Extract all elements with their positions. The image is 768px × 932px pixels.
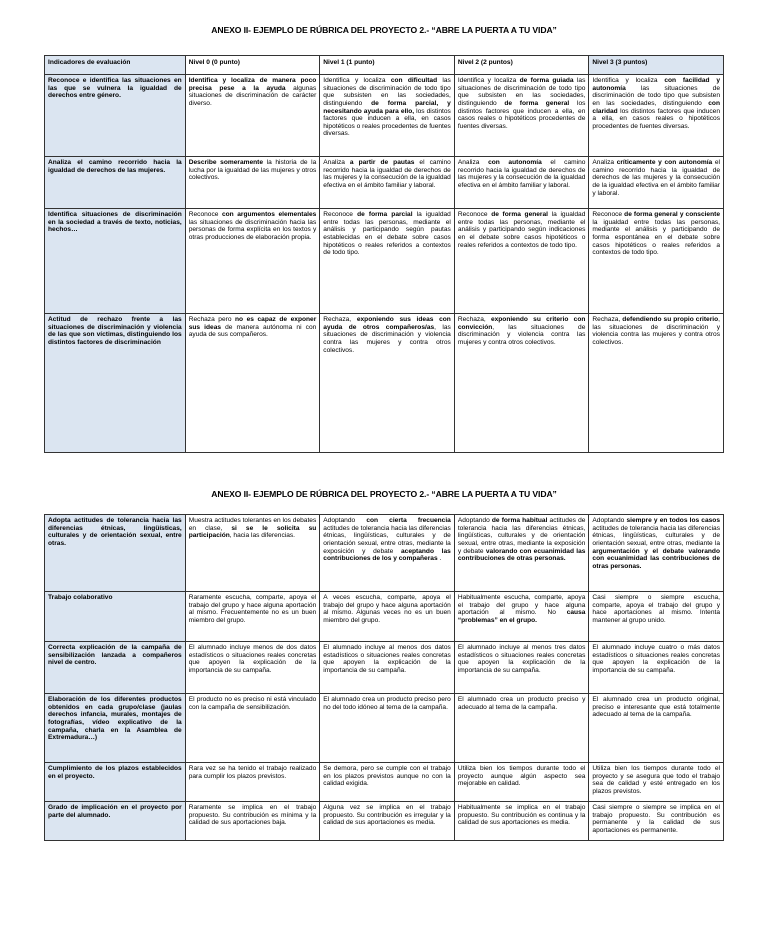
level-1-cell: Adoptando con cierta frecuencia actitudes de tolerancia hacia las diferencias étnicas, lingüísticas, culturales y de orientación sexual, entre otras, mediante la exposición y debate aceptando las contribuciones de los y compañeras . [320, 515, 455, 592]
level-0-cell: Muestra actitudes tolerantes en los debates en clase, si se le solicita su participación, hacia las diferencias. [185, 515, 320, 592]
level-2-cell: Reconoce de forma general la igualdad entre todas las personas, mediante el análisis y participando según indicaciones en el debate sobre casos hipotéticos o reales referidos a contextos de todo tipo. [454, 209, 589, 314]
indicator-cell: Trabajo colaborativo [45, 592, 186, 642]
level-0-cell: Rara vez se ha tenido el trabajo realizado para cumplir los plazos previstos. [185, 763, 320, 802]
level-0-cell: El alumnado incluye menos de dos datos estadísticos o situaciones reales concretas que apoyen la explicación de la importancia de su campaña. [185, 642, 320, 694]
level-1-cell: Identifica y localiza con dificultad las situaciones de discriminación de todo tipo que subsisten en las sociedades, distinguiendo de forma parcial, y necesitando ayuda para ello, los distintos factores que inducen a ella, en casos hipotéticos o reales procedentes de fuentes diversas. [320, 75, 455, 157]
header-nivel-0: Nivel 0 (0 punto) [185, 56, 320, 75]
level-2-cell: El alumnado incluye al menos tres datos estadísticos o situaciones reales concretas que apoyen la explicación de la importancia de su campaña. [454, 642, 589, 694]
level-1-cell: Analiza a partir de pautas el camino recorrido hacia la igualdad de derechos de las mujeres y la consecución de la igualdad efectiva en el ámbito familiar y laboral. [320, 157, 455, 209]
table-row [45, 75, 724, 157]
level-1-cell: Rechaza, exponiendo sus ideas con ayuda de otros compañeros/as, las situaciones de discriminación y violencia contra las mujeres y contra otros colectivos. [320, 314, 455, 453]
header-nivel-3: Nivel 3 (3 puntos) [589, 56, 724, 75]
indicator-cell: Actitud de rechazo frente a las situaciones de discriminación y violencia de las que son víctimas, distinguiendo los distintos factores de discriminación [45, 314, 186, 453]
table-row [45, 314, 724, 453]
level-2-cell: Habitualmente escucha, comparte, apoya el trabajo del grupo y hace alguna aportación al mismo. No causa “problemas” en el grupo. [454, 592, 589, 642]
level-0-cell: Raramente se implica en el trabajo propuesto. Su contribución es mínima y la calidad de sus aportaciones baja. [185, 802, 320, 841]
table-row [45, 209, 724, 314]
level-3-cell: Adoptando siempre y en todos los casos actitudes de tolerancia hacia las diferencias étnicas, lingüísticas, culturales y de orientación sexual, entre otras, mediante la argumentación y el debate valorando con ecuanimidad las contribuciones de otras personas. [589, 515, 724, 592]
level-2-cell: El alumnado crea un producto preciso y adecuado al tema de la campaña. [454, 694, 589, 763]
page-title: ANEXO II- EJEMPLO DE RÚBRICA DEL PROYECTO 2.- “ABRE LA PUERTA A TU VIDA” [211, 489, 557, 499]
level-0-cell: Describe someramente la historia de la lucha por la igualdad de las mujeres y otros colectivos. [185, 157, 320, 209]
indicator-cell: Elaboración de los diferentes productos obtenidos en cada grupo/clase (jaulas derechos infancia, murales, montajes de fotografías, vídeo explicativo de la campaña, charla en la Asamblea de Extremadura…) [45, 694, 186, 763]
indicator-cell: Reconoce e identifica las situaciones en las que se vulnera la igualdad de derechos entre género. [45, 75, 186, 157]
level-3-cell: Rechaza, defendiendo su propio criterio, las situaciones de discriminación y violencia contra las mujeres y contra otros colectivos. [589, 314, 724, 453]
table-row [45, 694, 724, 763]
rubric-table-2 [44, 514, 724, 841]
table-row [45, 515, 724, 592]
level-0-cell: Raramente escucha, comparte, apoya el trabajo del grupo y hace alguna aportación al mismo. Frecuentemente no es un buen miembro del grupo. [185, 592, 320, 642]
indicator-cell: Cumplimiento de los plazos establecidos en el proyecto. [45, 763, 186, 802]
level-1-cell: Reconoce de forma parcial la igualdad entre todas las personas, mediante el análisis y participando según pautas establecidas en el debate sobre casos hipotéticos o reales referidos a contextos de todo tipo. [320, 209, 455, 314]
level-0-cell: Rechaza pero no es capaz de exponer sus ideas de manera autónoma ni con ayuda de sus compañeros. [185, 314, 320, 453]
level-2-cell: Analiza con autonomía el camino recorrido hacia la igualdad de derechos de las mujeres y la consecución de la igualdad efectiva en el ámbito familiar y laboral. [454, 157, 589, 209]
level-1-cell: El alumnado incluye al menos dos datos estadísticos o situaciones reales concretas que apoyen la explicación de la importancia de su campaña. [320, 642, 455, 694]
level-2-cell: Habitualmente se implica en el trabajo propuesto. Su contribución es continua y la calidad de sus aportaciones es media. [454, 802, 589, 841]
table-row [45, 802, 724, 841]
page-title: ANEXO II- EJEMPLO DE RÚBRICA DEL PROYECTO 2.- “ABRE LA PUERTA A TU VIDA” [211, 25, 557, 35]
table-header-row [45, 56, 724, 75]
level-0-cell: Reconoce con argumentos elementales las situaciones de discriminación hacia las personas de forma explícita en los textos y otras producciones de elaboración propia. [185, 209, 320, 314]
header-indicadores: Indicadores de evaluación [45, 56, 186, 75]
level-0-cell: El producto no es preciso ni está vinculado con la campaña de sensibilización. [185, 694, 320, 763]
level-3-cell: Reconoce de forma general y consciente la igualdad entre todas las personas, mediante el análisis y participando de forma espontánea en el debate sobre casos hipotéticos o reales referidos a contextos de todo tipo. [589, 209, 724, 314]
indicator-cell: Identifica situaciones de discriminación en la sociedad a través de texto, noticias, hechos… [45, 209, 186, 314]
level-2-cell: Utiliza bien los tiempos durante todo el proyecto aunque algún aspecto sea mejorable en calidad. [454, 763, 589, 802]
table-row [45, 642, 724, 694]
indicator-cell: Adopta actitudes de tolerancia hacia las diferencias étnicas, lingüísticas, culturales y de orientación sexual, entre otras. [45, 515, 186, 592]
level-0-cell: Identifica y localiza de manera poco precisa pese a la ayuda algunas situaciones de discriminación de carácter diverso. [185, 75, 320, 157]
table-row [45, 157, 724, 209]
level-1-cell: Alguna vez se implica en el trabajo propuesto. Su contribución es irregular y la calidad de sus aportaciones es media. [320, 802, 455, 841]
level-2-cell: Adoptando de forma habitual actitudes de tolerancia hacia las diferencias étnicas, lingüísticas, culturales y de orientación sexual, entre otras, mediante la exposición y debate valorando con ecuanimidad las contribuciones de otras personas. [454, 515, 589, 592]
level-3-cell: El alumnado incluye cuatro o más datos estadísticos o situaciones reales concretas que apoyen la explicación de la importancia de su campaña. [589, 642, 724, 694]
level-2-cell: Rechaza, exponiendo su criterio con convicción, las situaciones de discriminación y violencia contra las mujeres y contra otros colectivos. [454, 314, 589, 453]
header-nivel-1: Nivel 1 (1 punto) [320, 56, 455, 75]
table-row [45, 763, 724, 802]
level-1-cell: A veces escucha, comparte, apoya el trabajo del grupo y hace alguna aportación al mismo. Algunas veces no es un buen miembro del grupo. [320, 592, 455, 642]
level-3-cell: Identifica y localiza con facilidad y autonomía las situaciones de discriminación de todo tipo que subsisten en las sociedades, distinguiendo con claridad los distintos factores que inducen a ella, en casos reales o hipotéticos procedentes de fuentes diversas. [589, 75, 724, 157]
indicator-cell: Correcta explicación de la campaña de sensibilización lanzada a compañeros nivel de centro. [45, 642, 186, 694]
level-3-cell: Casi siempre o siempre se implica en el trabajo propuesto. Su contribución es permanente y la calidad de sus aportaciones es permanente. [589, 802, 724, 841]
level-1-cell: El alumnado crea un producto preciso pero no del todo idóneo al tema de la campaña. [320, 694, 455, 763]
rubric-table-1 [44, 55, 724, 453]
table-row [45, 592, 724, 642]
level-3-cell: Casi siempre o siempre escucha, comparte, apoya el trabajo del grupo y hace aportaciones al mismo. Intenta mantener al grupo unido. [589, 592, 724, 642]
indicator-cell: Grado de implicación en el proyecto por parte del alumnado. [45, 802, 186, 841]
indicator-cell: Analiza el camino recorrido hacia la igualdad de derechos de las mujeres. [45, 157, 186, 209]
level-2-cell: Identifica y localiza de forma guiada las situaciones de discriminación de todo tipo que subsisten en las sociedades, distinguiendo de forma general los distintos factores que inducen a ella, en casos reales o hipotéticos procedentes de fuentes diversas. [454, 75, 589, 157]
level-3-cell: Analiza críticamente y con autonomía el camino recorrido hacia la igualdad de derechos de las mujeres y la consecución de la igualdad efectiva en el ámbito familiar y laboral. [589, 157, 724, 209]
level-3-cell: El alumnado crea un producto original, preciso e interesante que está totalmente adecuado al tema de la campaña. [589, 694, 724, 763]
level-3-cell: Utiliza bien los tiempos durante todo el proyecto y se asegura que todo el trabajo sea de calidad y esté entregado en los plazos previstos. [589, 763, 724, 802]
level-1-cell: Se demora, pero se cumple con el trabajo en los plazos previstos aunque no con la calidad exigida. [320, 763, 455, 802]
header-nivel-2: Nivel 2 (2 puntos) [454, 56, 589, 75]
